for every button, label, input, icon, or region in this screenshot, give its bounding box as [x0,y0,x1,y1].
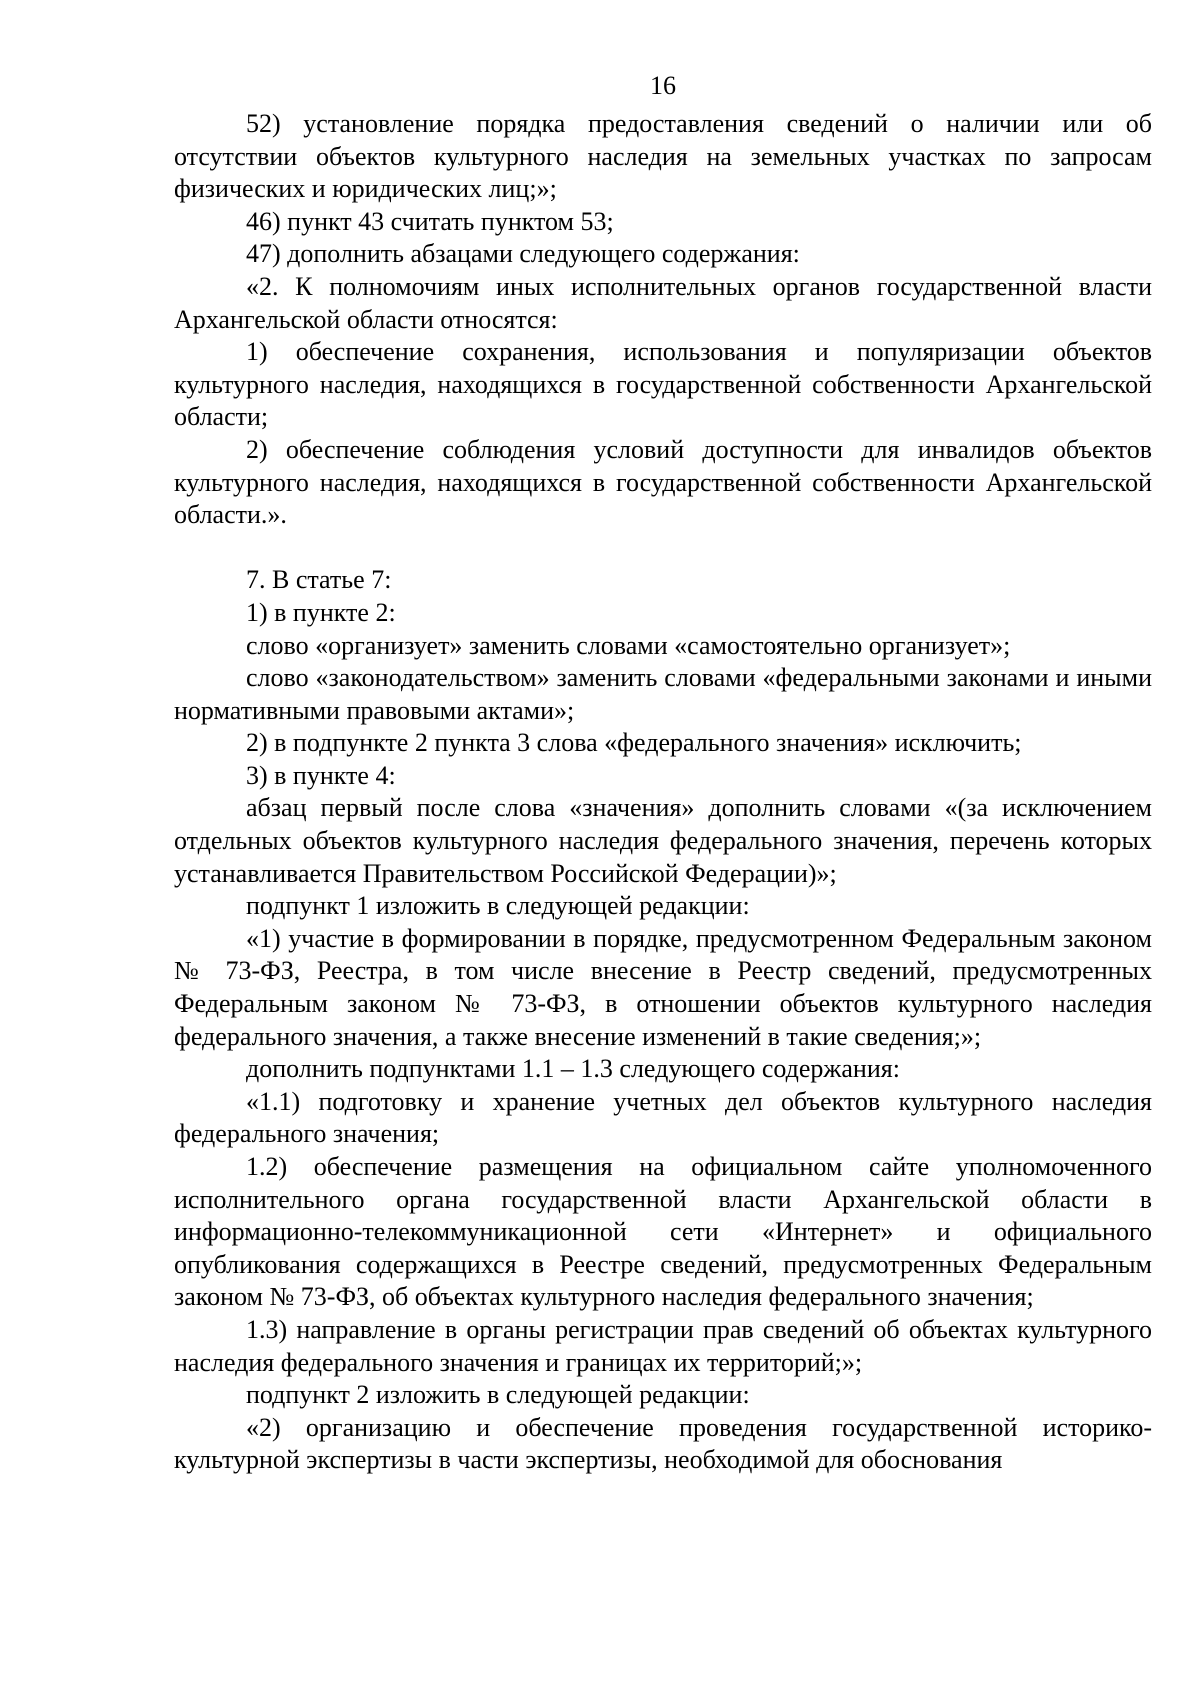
paragraph-item-3: 3) в пункте 4: [246,760,396,790]
paragraph-word-organizes: слово «организует» заменить словами «самостоятельно организует»; [246,630,1011,660]
paragraph-52: 52) установление порядка предоставления сведений о наличии или об отсутствии объектов культурного наследия на земельных участках по запросам физических и юридических лиц;»; [174,109,1152,204]
paragraph-subitem-2-intro: подпункт 2 изложить в следующей редакции: [246,1380,750,1410]
paragraph-item-1: 1) в пункте 2: [246,597,396,627]
paragraph-subitem-1-1: «1.1) подготовку и хранение учетных дел объектов культурного наследия федерального значения; [174,1086,1152,1149]
document-page [174,70,1152,1477]
paragraph-subitem-1-3: 1.3) направление в органы регистрации прав сведений об объектах культурного наследия федерального значения и границах их территорий;»; [174,1314,1152,1377]
paragraph-powers-intro: «2. К полномочиям иных исполнительных органов государственной власти Архангельской области относятся: [174,271,1152,334]
paragraph-subitem-1-intro: подпункт 1 изложить в следующей редакции: [246,891,750,921]
paragraph-item-2: 2) в подпункте 2 пункта 3 слова «федерального значения» исключить; [246,728,1022,758]
paragraph-subitem-2: «2) организацию и обеспечение проведения государственной историко-культурной экспертизы в части экспертизы, необходимой для обоснования [174,1412,1152,1475]
paragraph-first-abzac: абзац первый после слова «значения» дополнить словами «(за исключением отдельных объектов культурного наследия федерального значения, перечень которых устанавливается Правительством Российской Федерации)»; [174,793,1152,888]
paragraph-subitem-1: «1) участие в формировании в порядке, предусмотренном Федеральным законом № 73-ФЗ, Реестра, в том числе внесение в Реестр сведений, предусмотренных Федеральным законом № 73-ФЗ, в отношении объектов культурного наследия федерального значения, а также внесение изменений в такие сведения;»; [174,923,1152,1051]
paragraph-47: 47) дополнить абзацами следующего содержания: [246,239,800,269]
page-number: 16 [650,71,676,100]
paragraph-add-subitems: дополнить подпунктами 1.1 – 1.3 следующего содержания: [246,1054,900,1084]
paragraph-subitem-1-2: 1.2) обеспечение размещения на официальном сайте уполномоченного исполнительного органа государственной власти Архангельской области в информационно-телекоммуникационной сети «Интернет» и официального опубликования содержащихся в Реестре сведений, предусмотренных Федеральным законом № 73-ФЗ, об объектах культурного наследия федерального значения; [174,1152,1152,1312]
section-gap [174,532,1152,565]
paragraph-powers-2: 2) обеспечение соблюдения условий доступности для инвалидов объектов культурного наследия, находящихся в государственной собственности Архангельской области.». [174,434,1152,530]
paragraph-46: 46) пункт 43 считать пунктом 53; [246,206,614,236]
section-7-heading: 7. В статье 7: [246,565,392,595]
paragraph-powers-1: 1) обеспечение сохранения, использования и популяризации объектов культурного наследия, находящихся в государственной собственности Архангельской области; [174,337,1152,432]
paragraph-word-legislation: слово «законодательством» заменить словами «федеральными законами и иными нормативными правовыми актами»; [174,663,1152,725]
